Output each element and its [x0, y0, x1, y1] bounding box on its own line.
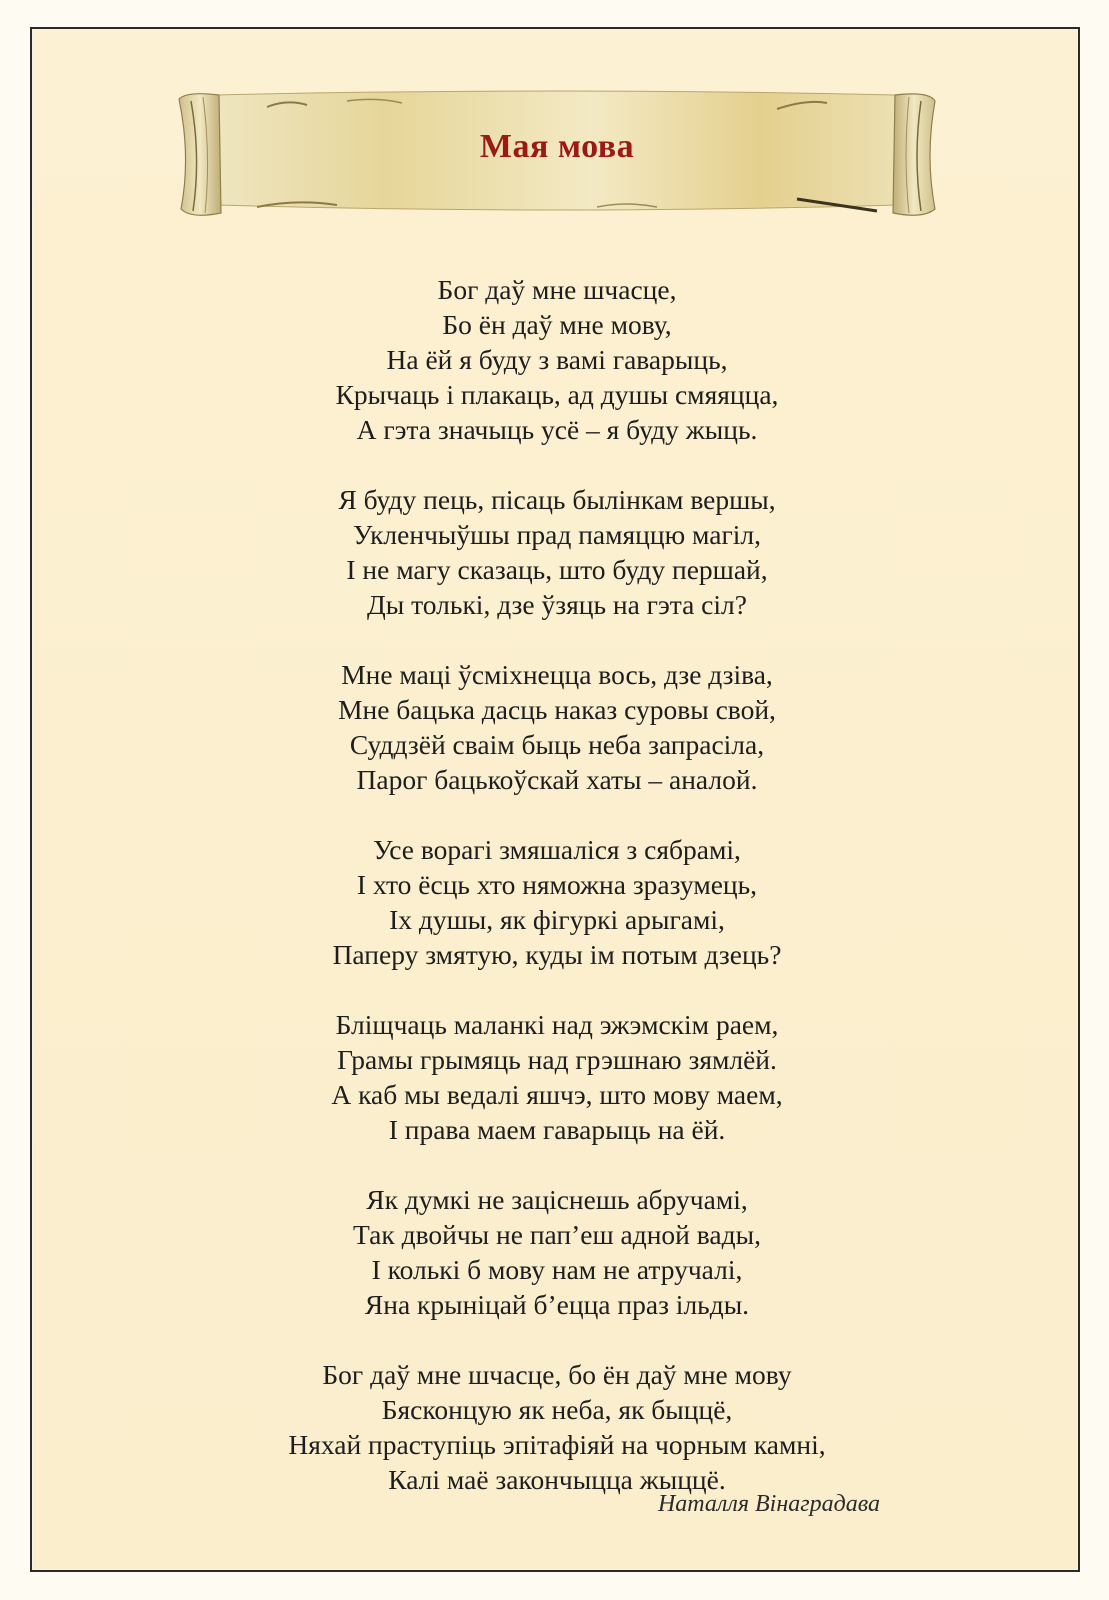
poem-line: Парог бацькоўскай хаты – аналой.: [356, 764, 758, 795]
stanza-3: [32, 657, 1082, 797]
poem-body: [32, 272, 1082, 1532]
poem-title: Мая мова: [479, 128, 635, 165]
stanza-2: [32, 482, 1082, 622]
poem-line: Так двойчы не пап’еш адной вады,: [353, 1219, 761, 1250]
poem-line: Паперу змятую, куды ім потым дзець?: [332, 939, 782, 970]
poem-line: Няхай праступіць эпітафіяй на чорным камні,: [288, 1429, 826, 1460]
poem-line: Іх душы, як фігуркі арыгамі,: [389, 904, 725, 935]
poem-page: [30, 27, 1080, 1572]
poem-line: Ды толькі, дзе ўзяць на гэта сіл?: [367, 589, 747, 620]
poem-line: Мне бацька дасць наказ суровы свой,: [338, 694, 776, 725]
poem-line: Бог даў мне шчасце,: [437, 274, 677, 305]
poem-line: Я буду пець, пісаць былінкам вершы,: [338, 484, 776, 515]
poem-line: Калі маё закончыцца жыццё.: [388, 1464, 726, 1495]
stanza-7: [32, 1357, 1082, 1497]
poem-line: А гэта значыць усё – я буду жыць.: [356, 414, 758, 445]
poem-line: Мне маці ўсміхнецца вось, дзе дзіва,: [341, 659, 773, 690]
title-scroll-banner: [177, 87, 937, 222]
poem-line: Усе ворагі змяшаліся з сябрамі,: [373, 834, 741, 865]
stanza-1: [32, 272, 1082, 447]
poem-line: Як думкі не заціснешь абручамі,: [366, 1184, 748, 1215]
poem-line: Бо ён даў мне мову,: [442, 309, 672, 340]
poem-line: І колькі б мову нам не атручалі,: [371, 1254, 743, 1285]
poem-line: Грамы грымяць над грэшнаю зямлёй.: [337, 1044, 777, 1075]
poem-line: І не магу сказаць, што буду першай,: [346, 554, 768, 585]
poem-line: А каб мы ведалі яшчэ, што мову маем,: [331, 1079, 783, 1110]
poem-line: На ёй я буду з вамі гаварыць,: [386, 344, 728, 375]
stanza-6: [32, 1182, 1082, 1322]
poem-author: Наталля Вінаградава: [657, 1491, 880, 1517]
poem-line: Укленчыўшы прад памяццю магіл,: [353, 519, 761, 550]
poem-line: Крычаць і плакаць, ад душы смяяцца,: [335, 379, 779, 410]
poem-line: Бог даў мне шчасце, бо ён даў мне мову: [322, 1359, 792, 1390]
poem-line: Яна крыніцай б’ецца праз ільды.: [364, 1289, 750, 1320]
poem-line: Суддзёй сваім быць неба запрасіла,: [349, 729, 765, 760]
stanza-4: [32, 832, 1082, 972]
poem-line: Бясконцую як неба, як быццё,: [381, 1394, 733, 1425]
poem-line: І хто ёсць хто няможна зразумець,: [356, 869, 758, 900]
poem-line: І права маем гаварыць на ёй.: [388, 1114, 726, 1145]
poem-line: Бліщчаць маланкі над эжэмскім раем,: [335, 1009, 779, 1040]
stanza-5: [32, 1007, 1082, 1147]
